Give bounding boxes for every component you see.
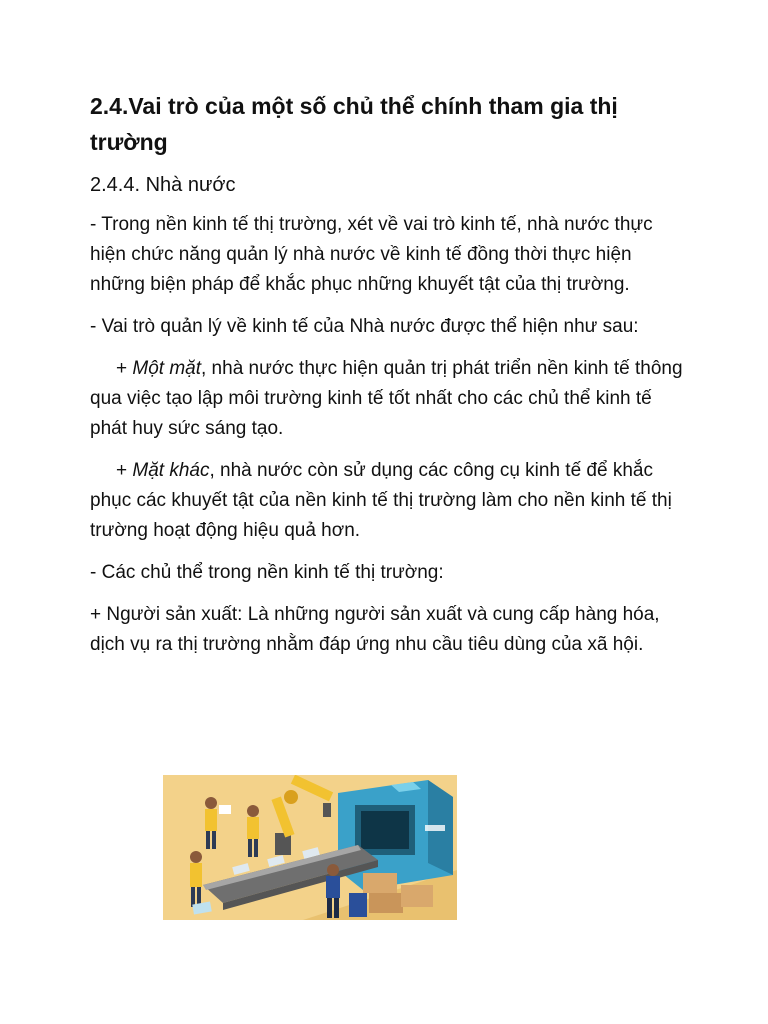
point-two-text: , nhà nước còn sử dụng các công cụ kinh tế để khắc phục các khuyết tật của nền kinh tế thị trường làm cho nền kinh tế thị trường hoạt động hiệu quả hơn. (90, 460, 672, 541)
point-two-prefix: + (116, 460, 133, 481)
point-one (90, 354, 690, 444)
point-one-text: , nhà nước thực hiện quản trị phát triển nền kinh tế thông qua việc tạo lập môi trường kinh tế tốt nhất cho các chủ thể kinh tế phát huy sức sáng tạo. (90, 358, 683, 439)
section-heading: 2.4.Vai trò của một số chủ thể chính tham gia thị trường (90, 93, 618, 155)
point-two-emphasis: Mặt khác (132, 460, 210, 481)
document-page (90, 88, 690, 672)
paragraph-subjects-intro: - Các chủ thể trong nền kinh tế thị trường: (90, 562, 444, 583)
point-two (90, 456, 690, 546)
paragraph-role-intro: - Vai trò quản lý về kinh tế của Nhà nước được thể hiện như sau: (90, 316, 639, 337)
paragraph-role-overview: - Trong nền kinh tế thị trường, xét về vai trò kinh tế, nhà nước thực hiện chức năng quản lý nhà nước về kinh tế đồng thời thực hiện những biện pháp để khắc phục những khuyết tật của thị trường. (90, 214, 653, 295)
point-one-prefix: + (116, 358, 133, 379)
point-one-emphasis: Một mặt (132, 358, 201, 379)
factory-illustration (163, 775, 457, 920)
subsection-heading: 2.4.4. Nhà nước (90, 174, 236, 196)
paragraph-producers: + Người sản xuất: Là những người sản xuất và cung cấp hàng hóa, dịch vụ ra thị trường nhằm đáp ứng nhu cầu tiêu dùng của xã hội. (90, 604, 660, 655)
factory-illustration-svg (163, 775, 457, 920)
